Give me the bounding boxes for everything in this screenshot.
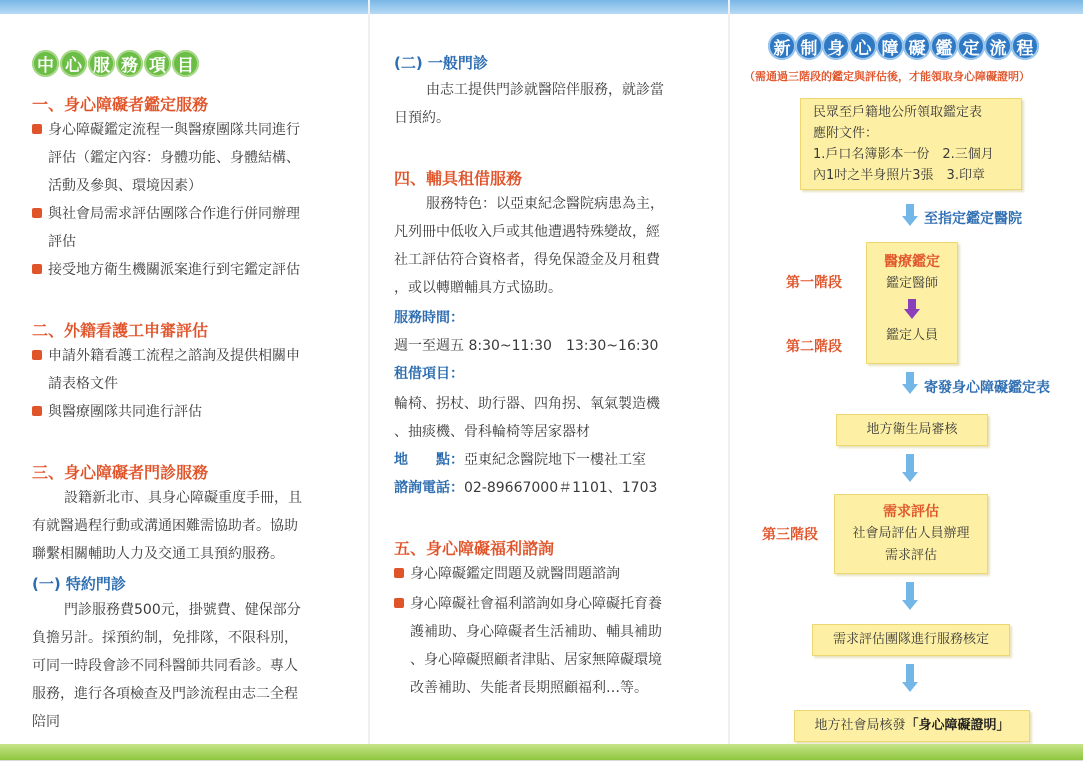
- box-line: 鑑定醫師: [885, 276, 938, 291]
- s3-clinic-line-5: 陪同: [32, 714, 60, 730]
- box-line: 民眾至戶籍地公所領取鑑定表: [813, 105, 983, 120]
- phone-row: [394, 474, 657, 502]
- arrow-label-1: 至指定鑑定醫院: [924, 211, 1022, 227]
- s1-bullet-3: [32, 256, 300, 284]
- s5-bullet-2: [394, 590, 662, 618]
- stage-2-label: 第二階段: [786, 339, 842, 355]
- special-clinic-title: (一) 特約門診: [32, 575, 126, 593]
- bullet-icon: [32, 264, 42, 274]
- box-line: 內1吋之半身照片3張 3.印章: [813, 168, 985, 183]
- bullet-text: 接受地方衛生機關派案進行到宅鑑定評估: [48, 262, 300, 278]
- bullet-icon: [394, 598, 404, 608]
- flow-title: [768, 32, 1038, 60]
- flow-title-char: 流: [984, 32, 1012, 60]
- health-bureau-review-box: 地方衛生局審核: [836, 414, 988, 446]
- box-line: 社會局評估人員辦理: [852, 526, 970, 541]
- flow-title-char: 鑑: [930, 32, 958, 60]
- bullet-icon: [32, 406, 42, 416]
- flow-note: （需通過三階段的鑑定與評估後，才能領取身心障礙證明）: [744, 70, 1030, 83]
- s4-line-4: ，或以轉贈輔具方式協助。: [394, 280, 562, 296]
- arrow-down-icon: [902, 204, 918, 226]
- box-line: 鑑定人員: [885, 328, 938, 343]
- box-line: 地方社會局核發: [814, 718, 906, 733]
- section-4-title: 四、輔具租借服務: [394, 169, 523, 188]
- s2-bullet-2: [32, 398, 202, 426]
- bullet-text: 申請外籍看護工流程之諮詢及提供相關申: [48, 348, 300, 364]
- s1-bullet-1-line-2: 評估（鑑定內容：身體功能、身體結構、: [48, 150, 300, 166]
- s3-para-line-3: 聯繫相關輔助人力及交通工具預約服務。: [32, 546, 284, 562]
- flow-title-char: 身: [822, 32, 850, 60]
- s4-line-1: 服務特色：以亞東紀念醫院病患為主，: [426, 196, 664, 212]
- s2-bullet-1: [32, 342, 300, 370]
- bottom-border: [0, 760, 1083, 773]
- arrow-down-icon: [902, 582, 918, 610]
- bullet-text: 與社會局需求評估團隊合作進行併同辦理: [48, 206, 300, 222]
- section-3-title: 三、身心障礙者門診服務: [32, 463, 209, 482]
- s3-clinic-line-2: 負擔另計。採預約制，免排隊，不限科別，: [32, 630, 298, 646]
- rental-items-line-2: 、抽痰機、骨科輪椅等居家器材: [394, 424, 590, 440]
- location-row: [394, 446, 646, 474]
- fold-line-1: [368, 0, 370, 772]
- header-char: 中: [32, 50, 59, 77]
- certificate-issue-box: [794, 710, 1030, 742]
- service-hours: 週一至週五 8:30~11:30 13:30~16:30: [394, 338, 659, 354]
- general-clinic-title: (二) 一般門診: [394, 54, 488, 72]
- rental-items-label: 租借項目：: [394, 366, 464, 382]
- service-approval-box: 需求評估團隊進行服務核定: [812, 624, 1010, 656]
- purple-arrow-down-icon: [904, 299, 920, 319]
- needs-assessment-box: [834, 494, 988, 574]
- s1-bullet-2-line-2: 評估: [48, 234, 76, 250]
- header-char: 心: [60, 50, 87, 77]
- top-color-band: [0, 0, 1083, 14]
- bullet-text: 與醫療團隊共同進行評估: [48, 404, 202, 420]
- flow-title-char: 心: [849, 32, 877, 60]
- phone: 02-89667000＃1101、1703: [464, 480, 658, 496]
- header-char: 服: [88, 50, 115, 77]
- s3-clinic-line-3: 可同一時段會診不同科醫師共同看診。專人: [32, 658, 298, 674]
- s5-bullet-2-line-4: 改善補助、失能者長期照顧福利…等。: [410, 680, 648, 696]
- flow-title-char: 程: [1011, 32, 1039, 60]
- box-line: 應附文件：: [813, 126, 879, 141]
- s1-bullet-1-line-3: 活動及參與、環境因素）: [48, 178, 202, 194]
- bullet-text: 身心障礙鑑定流程一與醫療團隊共同進行: [48, 122, 300, 138]
- header-char: 目: [172, 50, 199, 77]
- s2-bullet-1-line-2: 請表格文件: [48, 376, 118, 392]
- arrow-down-icon: [902, 664, 918, 692]
- location: 亞東紀念醫院地下一樓社工室: [464, 452, 646, 468]
- center-services-header: [32, 50, 200, 77]
- s4-line-3: 社工評估符合資格者，得免保證金及月租費: [394, 252, 660, 268]
- flow-title-char: 礙: [903, 32, 931, 60]
- section-5-title: 五、身心障礙福利諮詢: [394, 539, 555, 558]
- header-char: 務: [116, 50, 143, 77]
- certificate-emphasis: 「身心障礙證明」: [905, 718, 1010, 733]
- flow-title-char: 障: [876, 32, 904, 60]
- bullet-icon: [32, 208, 42, 218]
- s1-bullet-1: [32, 116, 300, 144]
- bullet-icon: [394, 568, 404, 578]
- service-hours-label: 服務時間：: [394, 310, 464, 326]
- box-line: 需求評估: [884, 548, 937, 563]
- arrow-down-icon: [902, 454, 918, 482]
- medical-assessment-box: [866, 242, 958, 364]
- s1-bullet-2: [32, 200, 300, 228]
- flow-title-char: 制: [795, 32, 823, 60]
- s5-bullet-2-line-3: 、身心障礙照顧者津貼、居家無障礙環境: [410, 652, 662, 668]
- location-label: 地 點：: [394, 452, 464, 468]
- bullet-text: 身心障礙鑑定問題及就醫問題諮詢: [410, 566, 620, 582]
- stage-1-label: 第一階段: [786, 275, 842, 291]
- s5-bullet-2-line-2: 護補助、身心障礙者生活補助、輔具補助: [410, 624, 662, 640]
- phone-label: 諮詢電話：: [394, 480, 464, 496]
- box-line: 1.戶口名簿影本一份 2.三個月: [813, 147, 994, 162]
- flow-title-char: 新: [768, 32, 796, 60]
- s4-line-2: 凡列冊中低收入戶或其他遭遇特殊變故，經: [394, 224, 660, 240]
- s3-clinic-line-1: 門診服務費500元，掛號費、健保部分: [64, 602, 301, 618]
- s3-clinic-line-4: 服務，進行各項檢查及門診流程由志二全程: [32, 686, 298, 702]
- general-clinic-line-1: 由志工提供門診就醫陪伴服務，就診當: [426, 82, 664, 98]
- stage-3-label: 第三階段: [762, 527, 818, 543]
- arrow-label-2: 寄發身心障礙鑑定表: [924, 380, 1050, 396]
- header-char: 項: [144, 50, 171, 77]
- box-title: 醫療鑑定: [884, 254, 940, 270]
- bottom-color-band: [0, 744, 1083, 760]
- section-1-title: 一、身心障礙者鑑定服務: [32, 95, 209, 114]
- fold-line-2: [728, 0, 730, 772]
- section-2-title: 二、外籍看護工申審評估: [32, 321, 209, 340]
- rental-items-line-1: 輪椅、拐杖、助行器、四角拐、氧氣製造機: [394, 396, 660, 412]
- s3-para-line-1: 設籍新北市、具身心障礙重度手冊，且: [64, 490, 302, 506]
- box-title: 需求評估: [883, 504, 939, 520]
- s5-bullet-1: [394, 560, 620, 588]
- bullet-icon: [32, 124, 42, 134]
- s3-para-line-2: 有就醫過程行動或溝通困難需協助者。協助: [32, 518, 298, 534]
- bullet-text: 身心障礙社會福利諮詢如身心障礙托育養: [410, 596, 662, 612]
- bullet-icon: [32, 350, 42, 360]
- general-clinic-line-2: 日預約。: [394, 110, 450, 126]
- flow-title-char: 定: [957, 32, 985, 60]
- arrow-down-icon: [902, 372, 918, 394]
- step-get-form-box: [800, 98, 1022, 190]
